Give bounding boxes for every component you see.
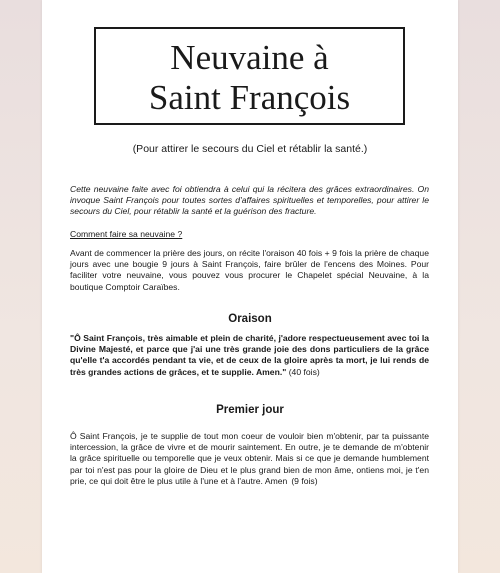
title-line-1: Neuvaine à (170, 38, 329, 77)
howto-paragraph: Avant de commencer la prière des jours, on récite l'oraison 40 fois + 9 fois la prière de chaque jours avec une bougie 9 jours à Saint François, faire brûler de l'encens des Moines. Pour faciliter votre neuvaine, vous pouvez vous procurer le Chapelet spécial Neuvaine, à la boutique Comptoir Caraïbes. (70, 248, 429, 292)
premier-jour-text: Ô Saint François, je te supplie de tout mon coeur de vouloir bien m'obtenir, par ta puissante intercession, la grâce de vivre et de mourir saintement. En outre, je te demande de m'obtenir la grâce spirituelle ou temporelle que je veux obtenir. Mais si ce que je demande humblement par toi n'est pas pour la gloire de Dieu et le plus grand bien de mon âme, ontiens moi, je t'en prie, ce qui doit être le plus utile à l'une et à l'autre. Amen (70, 431, 429, 486)
oraison-heading: Oraison (228, 313, 272, 325)
howto-heading: Comment faire sa neuvaine ? (70, 229, 183, 239)
oraison-count: (40 fois) (288, 366, 320, 377)
oraison-paragraph (70, 333, 429, 378)
premier-jour-heading: Premier jour (216, 404, 284, 416)
title-line-2: Saint François (148, 78, 351, 117)
title-box (94, 27, 405, 125)
premier-jour-paragraph (70, 431, 429, 487)
intro-paragraph: Cette neuvaine faite avec foi obtiendra à celui qui la récitera des grâces extraordinaires. On invoque Saint François pour toutes sortes d'affaires spirituelles et temporelles, pour attirer le secours du Ciel, pour rétablir la santé et la guérison des fracture. (70, 184, 429, 217)
premier-jour-count: (9 fois) (291, 475, 318, 486)
subtitle: (Pour attirer le secours du Ciel et rétablir la santé.) (132, 143, 368, 155)
oraison-text: "Ô Saint François, très aimable et plein de charité, j'adore respectueusement avec toi la Divine Majesté, et parce que j'ai une très grande joie des dons particuliers de la grâce qu'elle t'a accordés pendant ta vie, et de ceux de la gloire après ta mort, je lui rends de très grandes actions de grâces, et te supplie. Amen." (70, 333, 429, 377)
document-page (42, 0, 458, 573)
